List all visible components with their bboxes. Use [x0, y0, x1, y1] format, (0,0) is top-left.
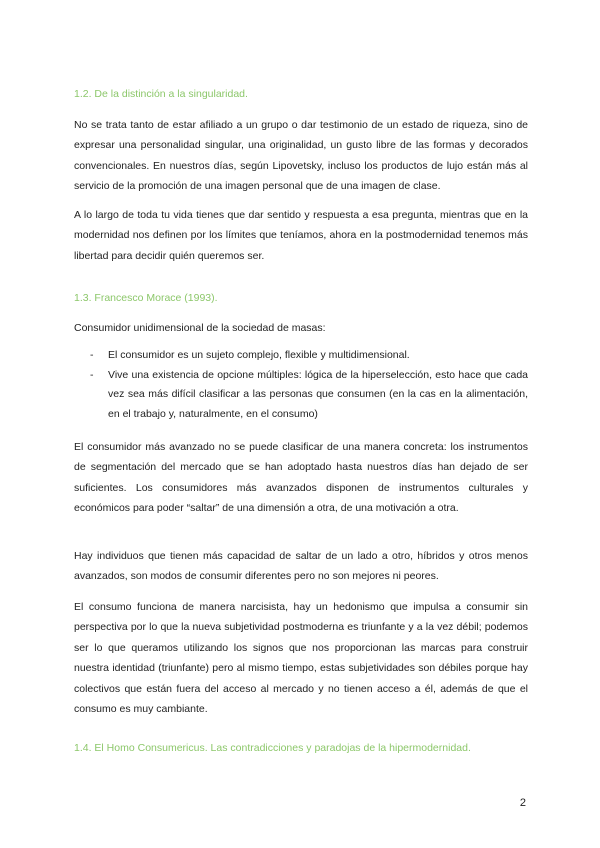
- bullet-marker: -: [90, 368, 94, 381]
- paragraph-intro: Consumidor unidimensional de la sociedad de masas:: [74, 322, 326, 334]
- paragraph-hybrid-individuals: Hay individuos que tienen más capacidad de saltar de un lado a otro, híbridos y otros menos avanzados, son modos de consumir diferentes pero no son mejores ni peores.: [74, 550, 528, 583]
- list-item-text: Vive una existencia de opcione múltiples: lógica de la hiperselección, esto hace que cada vez sea más difícil clasificar a las personas que consumen (en la cas en la alimentación, en el trabajo y, naturalmente, en el consumo): [108, 368, 528, 420]
- section-heading-1-2: 1.2. De la distinción a la singularidad.: [74, 88, 248, 100]
- paragraph-distinction: No se trata tanto de estar afiliado a un grupo o dar testimonio de un estado de riqueza, sino de expresar una personalidad singular, una originalidad, un gusto libre de las formas y decorados convencionales. En nuestros días, según Lipovetsky, incluso los productos de lujo están más al servicio de la promoción de una imagen personal que de una imagen de clase.: [74, 119, 528, 193]
- list-item-text: El consumidor es un sujeto complejo, flexible y multidimensional.: [108, 349, 410, 361]
- list-item: [74, 366, 528, 425]
- section-heading-1-3: 1.3. Francesco Morace (1993).: [74, 292, 218, 304]
- page-number: 2: [519, 797, 526, 809]
- paragraph-life-question: A lo largo de toda tu vida tienes que dar sentido y respuesta a esa pregunta, mientras que en la modernidad nos definen por los límites que teníamos, ahora en la postmodernidad tenemos más libertad para decidir quién queremos ser.: [74, 209, 528, 262]
- list-item: [74, 346, 528, 366]
- bullet-list: [74, 346, 528, 424]
- paragraph-advanced-consumer: El consumidor más avanzado no se puede clasificar de una manera concreta: los instrumentos de segmentación del mercado que se han adoptado hasta nuestros días han dejado de ser suficientes. Los consumidores más avanzados disponen de instrumentos culturales y económicos para poder “saltar” de una dimensión a otra, de una motivación a otra.: [74, 441, 528, 515]
- bullet-marker: -: [90, 349, 94, 361]
- section-heading-1-4: 1.4. El Homo Consumericus. Las contradicciones y paradojas de la hipermodernidad.: [74, 742, 471, 754]
- paragraph-narcissism: El consumo funciona de manera narcisista, hay un hedonismo que impulsa a consumir sin perspectiva por lo que la nueva subjetividad postmoderna es triunfante y a la vez débil; podemos ser lo que queramos utilizando los signos que nos proporcionan las marcas para construir nuestra identidad (triunfante) pero al mismo tiempo, estas subjetividades son débiles porque hay colectivos que están fuera del acceso al mercado y no tienen acceso a él, además de que el consumo es muy cambiante.: [74, 601, 528, 716]
